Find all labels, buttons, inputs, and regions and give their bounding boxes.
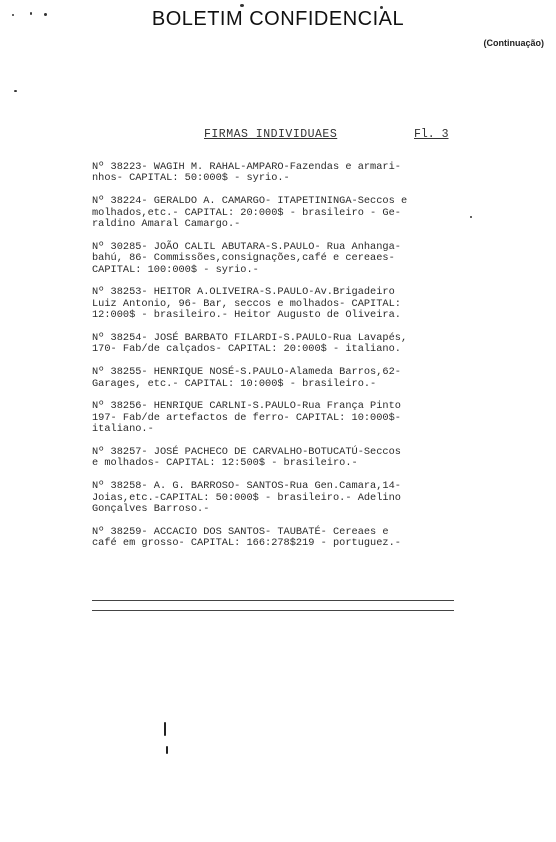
list-item bbox=[92, 242, 464, 276]
entry-line: molhados,etc.- CAPITAL: 20:000$ - brasileiro - Ge- bbox=[92, 206, 401, 219]
entries-list bbox=[92, 162, 464, 561]
entry-line: Nº 38253- HEITOR A.OLIVEIRA-S.PAULO-Av.Brigadeiro bbox=[92, 286, 395, 299]
entry-line: Nº 38256- HENRIQUE CARLNI-S.PAULO-Rua França Pinto bbox=[92, 400, 401, 413]
closing-rule bbox=[92, 610, 454, 611]
entry-line: Joias,etc.-CAPITAL: 50:000$ - brasileiro.- Adelino bbox=[92, 491, 401, 504]
entry-line: italiano.- bbox=[92, 423, 154, 436]
continuation-label: (Continuação) bbox=[483, 38, 544, 48]
entry-line: Nº 38257- JOSÉ PACHECO DE CARVALHO-BOTUCATÚ-Seccos bbox=[92, 446, 401, 459]
entry-line: Luiz Antonio, 96- Bar, seccos e molhados- CAPITAL: bbox=[92, 297, 401, 310]
list-item bbox=[92, 447, 464, 470]
scan-speck bbox=[240, 4, 244, 7]
scan-mark bbox=[164, 722, 166, 736]
page-reference: Fl. 3 bbox=[414, 128, 449, 141]
entry-line: Nº 30285- JOÃO CALIL ABUTARA-S.PAULO- Rua Anhanga- bbox=[92, 240, 401, 253]
scan-speck bbox=[470, 216, 472, 218]
entry-line: Nº 38258- A. G. BARROSO- SANTOS-Rua Gen.Camara,14- bbox=[92, 480, 401, 493]
list-item bbox=[92, 367, 464, 390]
entry-line: Nº 38223- WAGIH M. RAHAL-AMPARO-Fazendas e armari- bbox=[92, 161, 401, 173]
entry-line: Garages, etc.- CAPITAL: 10:000$ - brasileiro.- bbox=[92, 377, 377, 390]
entry-line: bahú, 86- Commissões,consignações,café e cereaes- bbox=[92, 252, 395, 265]
scan-mark bbox=[166, 746, 168, 754]
entry-line: Nº 38259- ACCACIO DOS SANTOS- TAUBATÉ- Cereaes e bbox=[92, 525, 389, 538]
list-item bbox=[92, 287, 464, 321]
entry-line: e molhados- CAPITAL: 12:500$ - brasileiro.- bbox=[92, 457, 358, 470]
entry-line: CAPITAL: 100:000$ - syrio.- bbox=[92, 263, 259, 276]
document-title: BOLETIM CONFIDENCIAL bbox=[151, 8, 405, 30]
entry-line: Nº 38224- GERALDO A. CAMARGO- ITAPETININGA-Seccos e bbox=[92, 195, 408, 208]
list-item bbox=[92, 196, 464, 230]
list-item bbox=[92, 333, 464, 356]
list-item bbox=[92, 401, 464, 435]
list-item bbox=[92, 527, 464, 550]
entry-line: Gonçalves Barroso.- bbox=[92, 503, 210, 516]
entry-line: nhos- CAPITAL: 50:000$ - syrio.- bbox=[92, 172, 290, 185]
entry-line: 12:000$ - brasileiro.- Heitor Augusto de Oliveira. bbox=[92, 309, 401, 322]
entry-line: Nº 38255- HENRIQUE NOSÉ-S.PAULO-Alameda Barros,62- bbox=[92, 366, 401, 379]
list-item bbox=[92, 481, 464, 515]
scan-speck bbox=[14, 90, 17, 92]
entry-line: raldino Amaral Camargo.- bbox=[92, 218, 241, 231]
entry-line: 197- Fab/de artefactos de ferro- CAPITAL: 10:000$- bbox=[92, 411, 401, 424]
list-item bbox=[92, 162, 464, 185]
closing-rule bbox=[92, 600, 454, 601]
entry-line: café em grosso- CAPITAL: 166:278$219 - portuguez.- bbox=[92, 537, 401, 550]
section-title: FIRMAS INDIVIDUAES bbox=[204, 128, 338, 141]
entry-line: 170- Fab/de calçados- CAPITAL: 20:000$ - italiano. bbox=[92, 343, 401, 356]
entry-line: Nº 38254- JOSÉ BARBATO FILARDI-S.PAULO-Rua Lavapés, bbox=[92, 332, 408, 345]
